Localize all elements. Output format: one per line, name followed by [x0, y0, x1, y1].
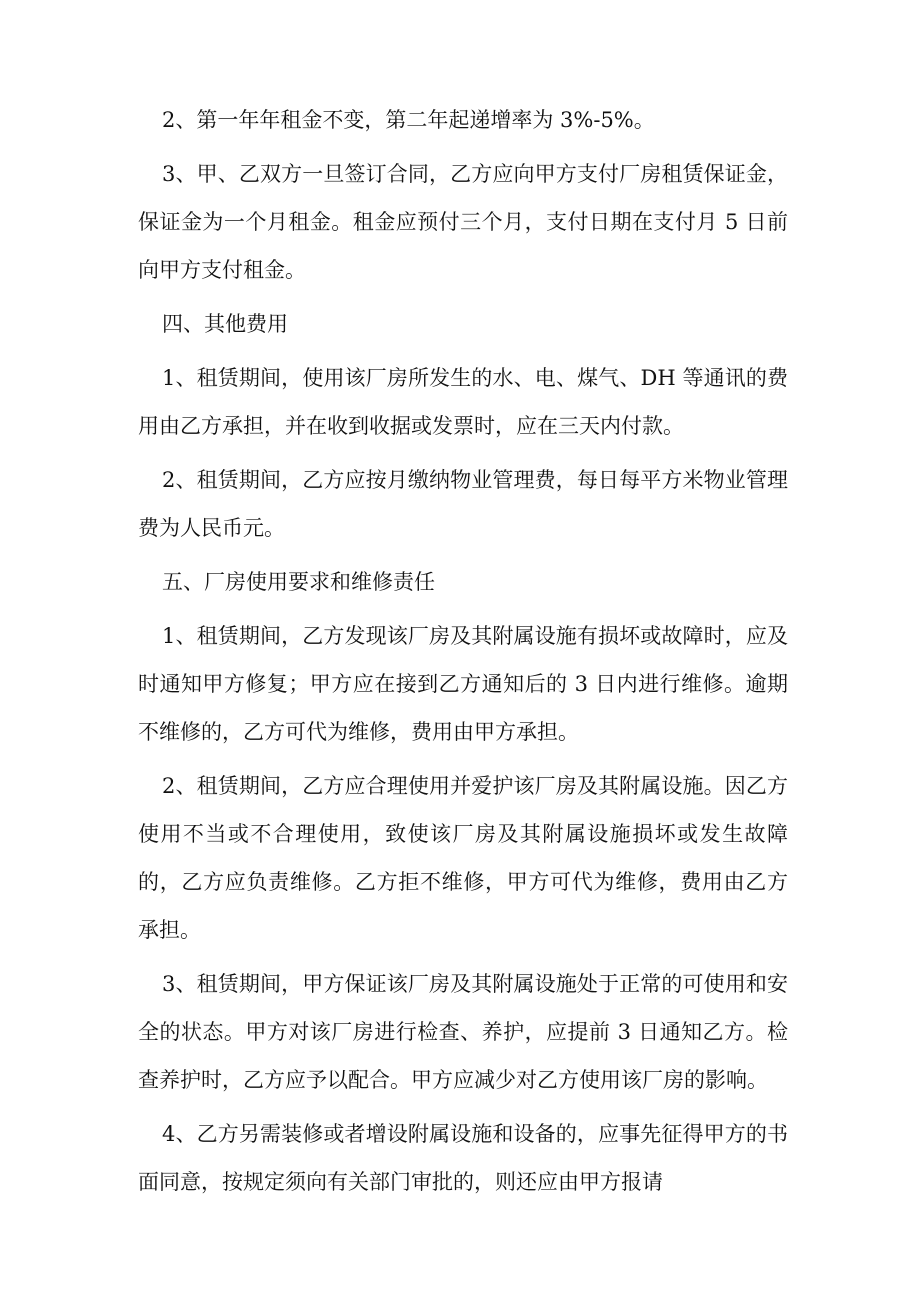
clause-property-fee: 2、租赁期间，乙方应按月缴纳物业管理费，每日每平方米物业管理费为人民币元。	[138, 468, 788, 540]
clause-proper-use: 2、租赁期间，乙方应合理使用并爱护该厂房及其附属设施。因乙方使用不当或不合理使用，致使该厂房及其附属设施损坏或发生故障的，乙方应负责维修。乙方拒不维修，甲方可代为维修，费用由乙方承担。	[138, 774, 788, 942]
section-heading-usage-maintenance: 五、厂房使用要求和维修责任	[162, 570, 435, 594]
clause-repair-notice: 1、租赁期间，乙方发现该厂房及其附属设施有损坏或故障时，应及时通知甲方修复；甲方应在接到乙方通知后的 3 日内进行维修。逾期不维修的，乙方可代为维修，费用由甲方承担。	[138, 624, 788, 744]
clause-deposit: 3、甲、乙双方一旦签订合同，乙方应向甲方支付厂房租赁保证金，保证金为一个月租金。租金应预付三个月，支付日期在支付月 5 日前向甲方支付租金。	[138, 162, 788, 282]
clause-safety-inspection: 3、租赁期间，甲方保证该厂房及其附属设施处于正常的可使用和安全的状态。甲方对该厂房进行检查、养护，应提前 3 日通知乙方。检查养护时，乙方应予以配合。甲方应减少对乙方使用该厂房的影响。	[138, 972, 788, 1092]
contract-body	[138, 96, 788, 1212]
section-heading-other-fees: 四、其他费用	[162, 312, 288, 336]
clause-utilities: 1、租赁期间，使用该厂房所发生的水、电、煤气、DH 等通讯的费用由乙方承担，并在收到收据或发票时，应在三天内付款。	[138, 366, 788, 438]
clause-renovation: 4、乙方另需装修或者增设附属设施和设备的，应事先征得甲方的书面同意，按规定须向有关部门审批的，则还应由甲方报请	[138, 1122, 788, 1194]
clause-rent-increase: 2、第一年年租金不变，第二年起递增率为 3%-5%。	[162, 108, 655, 132]
